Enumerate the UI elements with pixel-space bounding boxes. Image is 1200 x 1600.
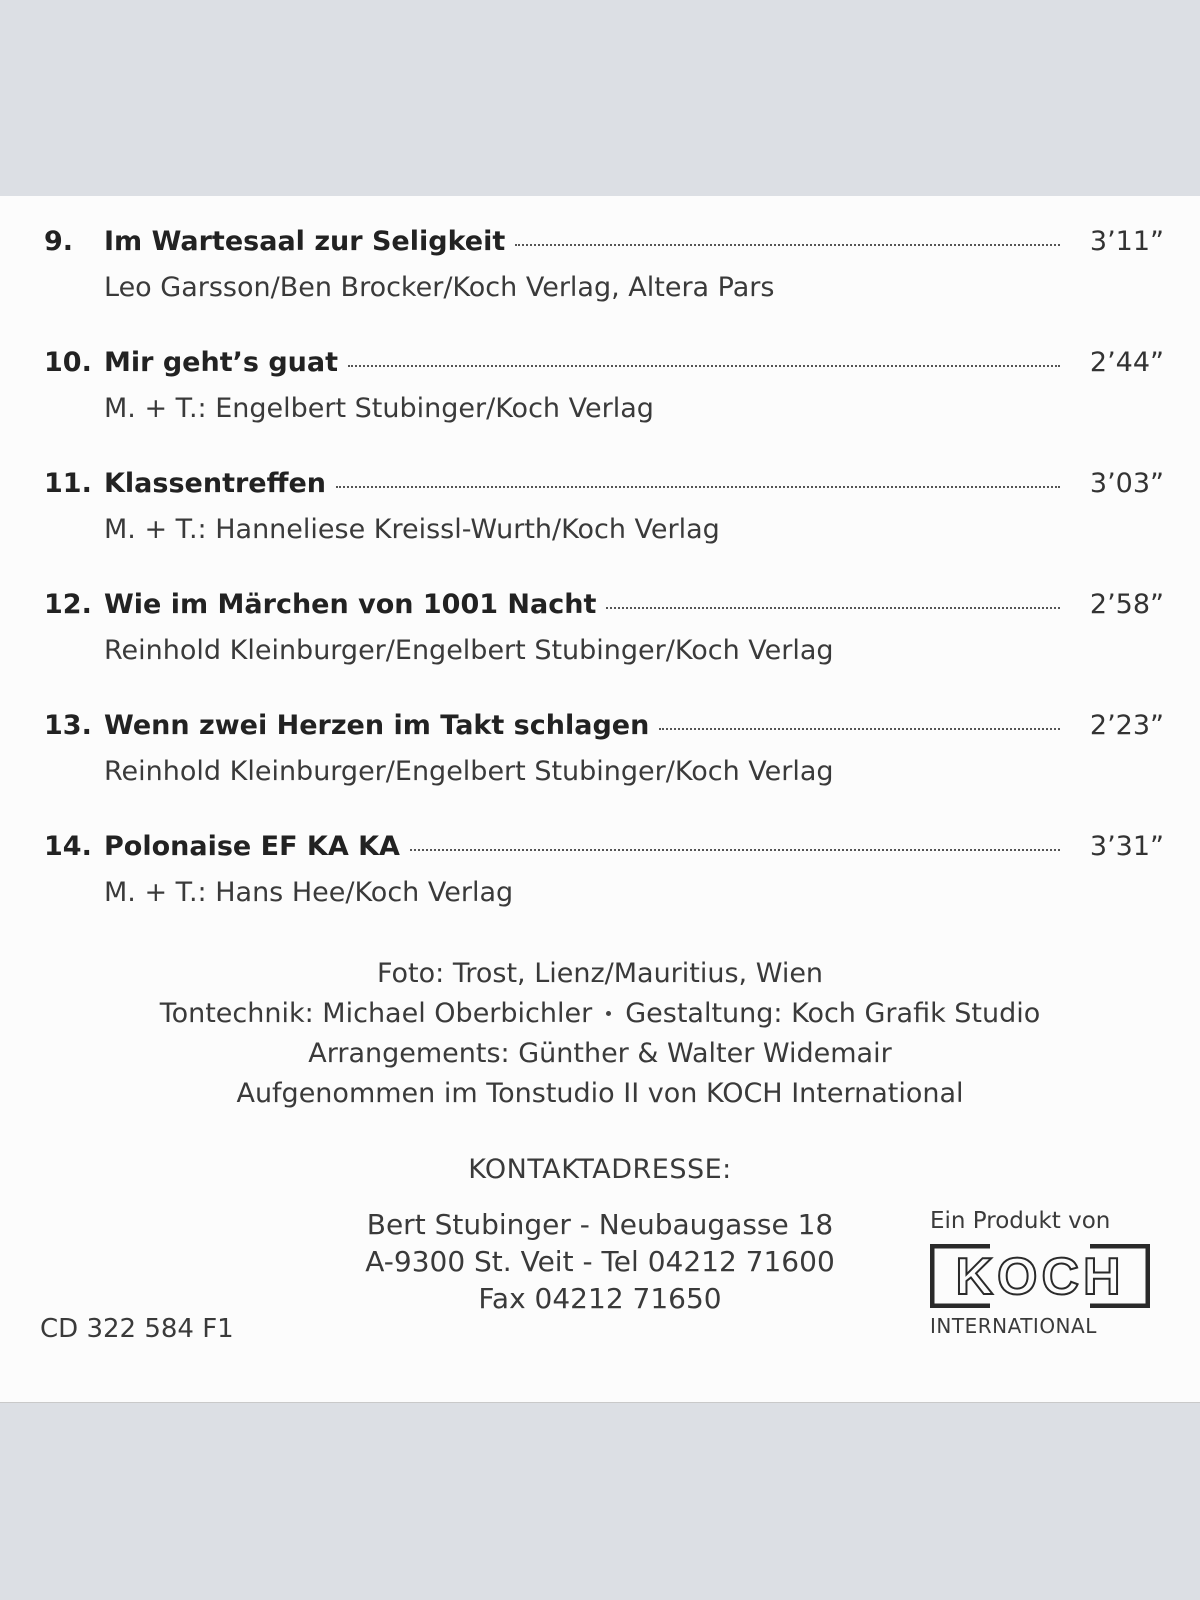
track-heading — [44, 226, 1164, 270]
dotted-leader — [336, 485, 1060, 488]
track-number: 11. — [44, 468, 92, 499]
track-item — [44, 589, 1164, 710]
track-number: 14. — [44, 831, 92, 862]
production-credits — [0, 954, 1200, 1114]
track-heading — [44, 831, 1164, 875]
track-credit: Reinhold Kleinburger/Engelbert Stubinger/Koch Verlag — [104, 635, 834, 666]
address-line: Bert Stubinger - Neubaugasse 18 — [366, 1208, 834, 1241]
design-credit: Gestaltung: Koch Grafik Studio — [625, 998, 1041, 1029]
track-credit: M. + T.: Engelbert Stubinger/Koch Verlag — [104, 393, 654, 424]
dotted-leader — [515, 243, 1060, 246]
brand-subtitle: INTERNATIONAL — [930, 1314, 1097, 1338]
contact-heading: KONTAKTADRESSE: — [468, 1154, 732, 1185]
dotted-leader — [410, 848, 1060, 851]
track-number: 9. — [44, 226, 74, 257]
track-heading — [44, 347, 1164, 391]
track-title: Wenn zwei Herzen im Takt schlagen — [104, 710, 650, 741]
track-item — [44, 831, 1164, 952]
catalog-number: CD 322 584 F1 — [40, 1314, 234, 1344]
cd-inlay-card — [0, 196, 1200, 1403]
track-title: Klassentreffen — [104, 468, 327, 499]
track-duration: 2’23” — [1089, 710, 1164, 741]
track-credit: Leo Garsson/Ben Brocker/Koch Verlag, Altera Pars — [104, 272, 775, 303]
dotted-leader — [606, 606, 1060, 609]
dotted-leader — [659, 727, 1060, 730]
track-number: 12. — [44, 589, 92, 620]
koch-logo — [930, 1244, 1150, 1308]
logo-wordmark: KOCH — [955, 1248, 1125, 1306]
track-heading — [44, 468, 1164, 512]
track-duration: 3’11” — [1089, 226, 1164, 257]
track-credit: M. + T.: Hanneliese Kreissl-Wurth/Koch Verlag — [104, 514, 720, 545]
publisher-brand — [930, 1208, 1160, 1338]
arrangements-credit: Arrangements: Günther & Walter Widemair — [308, 1038, 892, 1069]
brand-caption: Ein Produkt von — [930, 1208, 1111, 1234]
dotted-leader — [348, 364, 1060, 367]
track-item — [44, 468, 1164, 589]
track-duration: 3’31” — [1089, 831, 1164, 862]
track-heading — [44, 589, 1164, 633]
track-title: Im Wartesaal zur Seligkeit — [104, 226, 506, 257]
photo-credit: Foto: Trost, Lienz/Mauritius, Wien — [376, 958, 824, 989]
track-title: Mir geht’s guat — [104, 347, 339, 378]
contact-address — [300, 1206, 900, 1317]
track-duration: 3’03” — [1089, 468, 1164, 499]
track-number: 10. — [44, 347, 92, 378]
track-credit: Reinhold Kleinburger/Engelbert Stubinger/Koch Verlag — [104, 756, 834, 787]
separator-dot — [606, 1011, 611, 1016]
recording-credit: Aufgenommen im Tonstudio II von KOCH International — [236, 1078, 964, 1109]
track-item — [44, 226, 1164, 347]
track-credit: M. + T.: Hans Hee/Koch Verlag — [104, 877, 514, 908]
track-list — [44, 226, 1164, 952]
track-item — [44, 710, 1164, 831]
track-title: Polonaise EF KA KA — [104, 831, 400, 862]
sound-engineer-credit: Tontechnik: Michael Oberbichler — [159, 998, 593, 1029]
track-heading — [44, 710, 1164, 754]
address-line: Fax 04212 71650 — [478, 1282, 722, 1315]
track-item — [44, 347, 1164, 468]
track-duration: 2’44” — [1089, 347, 1164, 378]
track-number: 13. — [44, 710, 92, 741]
sound-design-line — [0, 994, 1200, 1034]
track-title: Wie im Märchen von 1001 Nacht — [104, 589, 597, 620]
address-line: A-9300 St. Veit - Tel 04212 71600 — [365, 1245, 835, 1278]
track-duration: 2’58” — [1089, 589, 1164, 620]
